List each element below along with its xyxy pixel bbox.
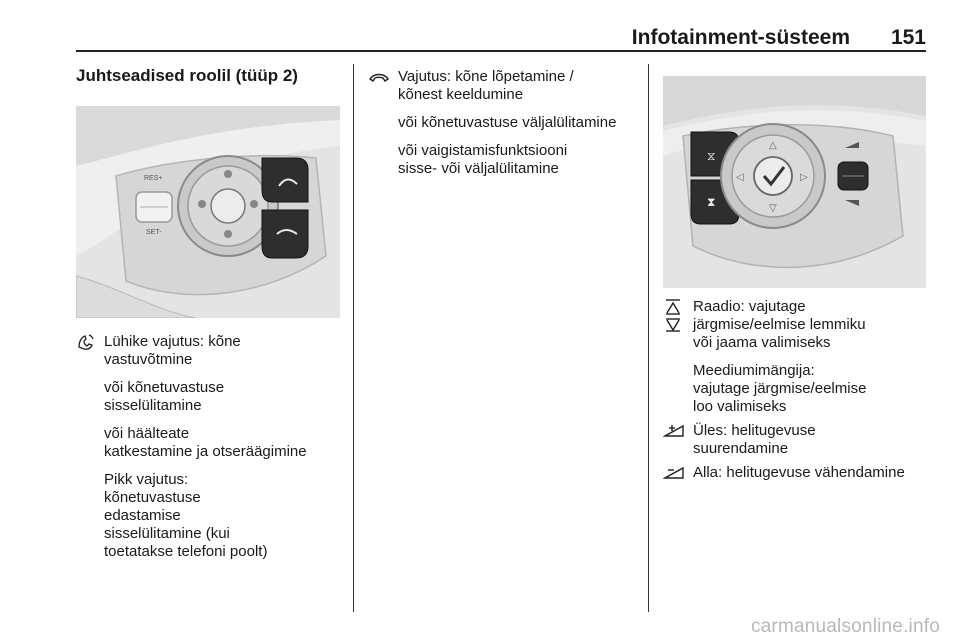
- phone-hangup-icon: [368, 68, 392, 86]
- svg-text:▷: ▷: [800, 172, 808, 183]
- paragraph: [104, 425, 307, 461]
- column-divider-right: [648, 64, 649, 612]
- paragraph: [693, 298, 866, 352]
- text-line: suurendamine: [693, 440, 789, 457]
- text-line: Vajutus: kõne lõpetamine /: [398, 68, 574, 85]
- text-line: Alla: helitugevuse vähendamine: [693, 464, 905, 481]
- paragraph: [104, 333, 307, 369]
- paragraph: [104, 471, 307, 561]
- text-line: või häälteate: [104, 425, 190, 442]
- text-line: Meediumimängija:: [693, 362, 815, 379]
- text-line: vajutage järgmise/eelmise: [693, 380, 867, 397]
- set-label: SET-: [146, 229, 162, 236]
- text-line: või jaama valimiseks: [693, 334, 831, 351]
- phone-answer-icon: [76, 333, 100, 351]
- text-line: kõnest keeldumine: [398, 86, 524, 103]
- text-line: Lühike vajutus: kõne: [104, 333, 241, 350]
- svg-text:▽: ▽: [769, 203, 777, 214]
- paragraph: [398, 68, 616, 104]
- text-line: edastamise: [104, 507, 181, 524]
- svg-text:⧖: ⧖: [707, 149, 716, 163]
- watermark: carmanualsonline.info: [750, 616, 940, 637]
- text-line: Pikk vajutus:: [104, 471, 189, 488]
- text-line: katkestamine ja otseräägimine: [104, 443, 307, 460]
- text-line: loo valimiseks: [693, 398, 787, 415]
- page-number: 151: [890, 26, 926, 49]
- text-line: sisselülitamine (kui: [104, 525, 230, 542]
- paragraph: [693, 362, 866, 416]
- next-prev-favourite-icon: [663, 298, 687, 316]
- text-line: sisse- või väljalülitamine: [398, 160, 559, 177]
- text-line: või kõnetuvastuse väljalülitamine: [398, 114, 617, 131]
- running-header-title: Infotainment-süsteem: [631, 26, 850, 49]
- steering-wheel-right-controls-illustration: [663, 76, 926, 288]
- res-label: RES+: [144, 175, 163, 182]
- svg-text:◁: ◁: [736, 172, 744, 183]
- svg-text:△: △: [769, 140, 777, 151]
- volume-down-icon: [663, 464, 687, 482]
- header-rule: [76, 50, 926, 52]
- text-line: järgmise/eelmise lemmiku: [693, 316, 866, 333]
- steering-wheel-left-controls-illustration: [76, 106, 340, 318]
- text-line: või kõnetuvastuse: [104, 379, 225, 396]
- svg-text:⧗: ⧗: [707, 195, 716, 209]
- text-line: toetatakse telefoni poolt): [104, 543, 268, 560]
- text-line: Üles: helitugevuse: [693, 422, 816, 439]
- text-line: kõnetuvastuse: [104, 489, 201, 506]
- paragraph: [693, 422, 816, 458]
- paragraph: [398, 114, 616, 132]
- paragraph: [398, 142, 616, 178]
- section-title: Juhtseadised roolil (tüüp 2): [76, 66, 298, 85]
- text-line: või vaigistamisfunktsiooni: [398, 142, 568, 159]
- text-line: sisselülitamine: [104, 397, 202, 414]
- column-divider-left: [353, 64, 354, 612]
- paragraph: [693, 464, 905, 482]
- text-line: vastuvõtmine: [104, 351, 193, 368]
- volume-up-icon: [663, 422, 687, 440]
- paragraph: [104, 379, 307, 415]
- text-line: Raadio: vajutage: [693, 298, 806, 315]
